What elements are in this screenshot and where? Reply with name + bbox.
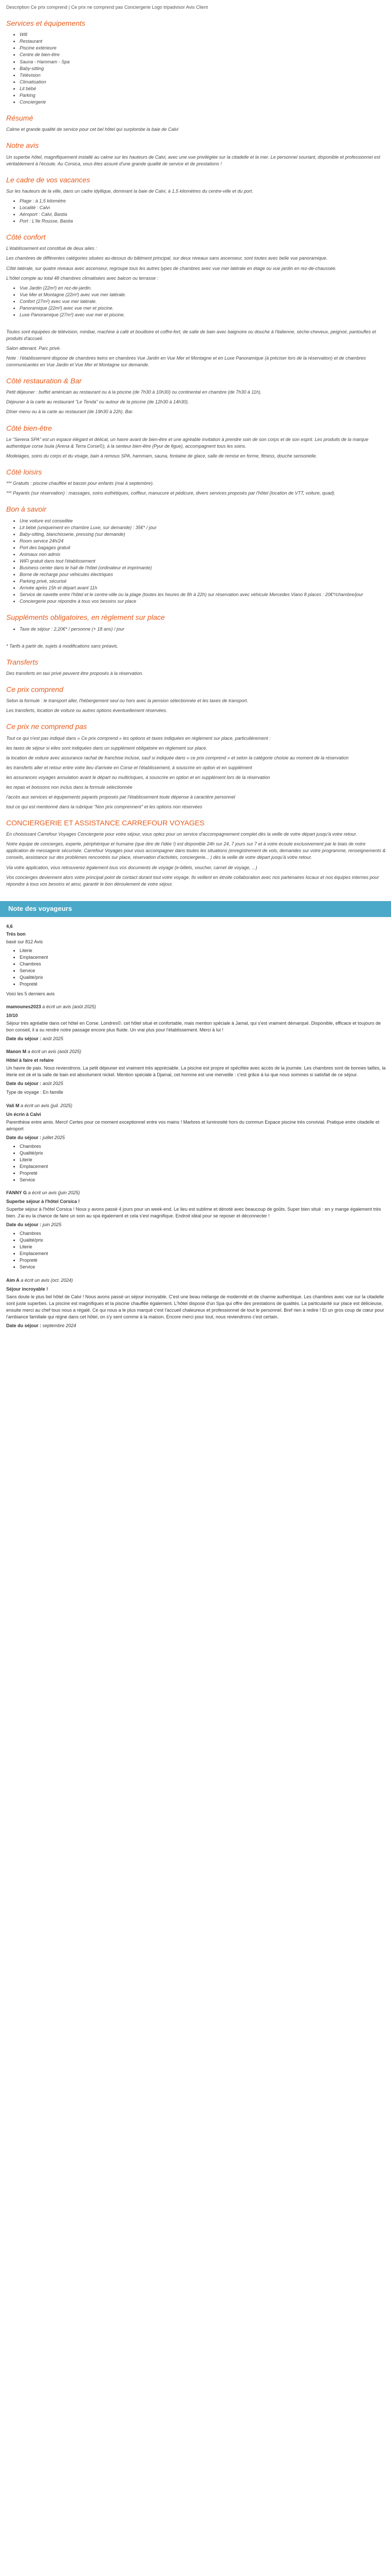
resto-p3: Dîner menu ou à la carte au restaurant (de 19h30 à 22h). Bar. [6,409,134,415]
reviews-label: Très bon [6,931,26,937]
service-item: • Parking [20,92,386,99]
review-written-date: a écrit un avis (août 2025) [41,1004,96,1009]
review-criteria-list [6,1143,386,1183]
review-author: Aim A [6,1277,20,1283]
review-body: Un havre de paix. Nous reviendrons. La petit déjeuner est vraiment très appréciable. La piscine est propre et spécifiée avec accès de la journée. Les chambres sont de bonnes tailles, la literie est ok et la salle de bain est absolument nickel. Mention spéciale à Djamal, cet homme est une merveille : c'est grâce à lui que nous sommes si satisfait de ce séjour. [6,1065,386,1078]
review-written-date: a écrit un avis (août 2025) [26,1049,82,1055]
review-author: mamounes2023 [6,1004,41,1009]
bon-a-savoir-item: • Borne de recharge pour véhicules électriques [20,571,386,578]
cadre-item: • Port : L'Ile Rousse, Bastia [20,218,386,225]
rating-criterion: • Chambres [20,961,386,968]
stay-date-label: Date du séjour : [6,1081,42,1087]
review-stay-date [6,1222,386,1228]
bon-a-savoir-item: • Service de navette entre l'hôtel et le centre-ville ou la plage (toutes les heures de 8h à 22h) sur réservation avec véhicule Mercedes Viano 8 places : 20€*/chambre/jour [20,591,386,598]
review-criterion: • Emplacement [20,1250,386,1257]
cadre-list [6,198,386,225]
confort-rooms-list [6,285,386,318]
rating-criterion: • Service [20,968,386,974]
bon-a-savoir-item: • Arrivée après 15h et départ avant 11h [20,585,386,591]
review-item [6,1103,386,1184]
bon-a-savoir-item: • Room service 24h/24 [20,538,386,545]
review-criterion: • Service [20,1264,386,1270]
supplements-title: Suppléments obligatoires, en règlement sur place [6,613,165,622]
reviews-count: basé sur 812 Avis [6,939,43,944]
review-body: Sans doute le plus bel hôtel de Calvi ! Nous avons passé un séjour incroyable. C'est une beau mélange de modernité et de charme authentique. Les chambres avec vue sur la citadelle sont juste superbes. La piscine est magnifiques et la piscine chauffée également. L'hôtel dispose d'un Spa qui offre des prestations de qualités. La particularité sur place est délicieuse, ensuite merci au chef tous nous a régalé. Ce qui nous a le plus marqué c'est l'accueil chaleureux et professionnel de tout le personnel. Bref rien à redire ! Et un gros coup de cœur pour l'ambiance familiale qui règne dans cet hôtel, on s'y sent comme à la maison. Encore merci pour tout, nous reviendrons c'est certain. [6,1294,384,1319]
pas-p6: les repas et boissons non inclus dans la formule sélectionnée [6,784,133,790]
confort-p7: Note : l'établissement dispose de chambres twins en chambres Vue Jardin en Vue Mer et Montagne et en Luxe Panoramique (à préciser lors de la réservation) et de chambres communicantes en Vue Jardin et Vue Mer et Montagne sur demande. [6,355,366,368]
review-item [6,1277,386,1329]
loisirs-p2: *** Payants (sur réservation) : massages, soins esthétiques, coiffeur, manucure et pédicure, divers services proposés par l'hôtel (location de VTT, voiture, quad). [6,490,336,496]
review-author-line [6,1277,386,1284]
review-written-date: a écrit un avis (oct. 2024) [19,1277,73,1283]
resto-p2: Déjeuner à la carte au restaurant "Le Tenda" ou autour de la piscine (de 12h30 à 14h30). [6,399,189,405]
confort-p2: Les chambres de différentes catégories situées au-dessus du bâtiment principal, sur deux niveaux sans ascenseur, sont toutes avec belle vue panoramique. [6,256,328,261]
review-criterion: • Propreté [20,1257,386,1264]
service-item: • Restaurant [20,38,386,45]
pas-p7: l'accès aux services et équipements payants proposés par l'établissement toute dépense à caractère personnel [6,794,235,800]
review-title: Superbe séjour à l'hôtel Corsica ! [6,1199,80,1205]
review-author-line [6,1103,386,1109]
reviews-recent-label: Voici les 5 derniers avis [6,991,55,996]
ce-prix-comprend-title: Ce prix comprend [6,685,63,693]
review-author-line [6,1190,386,1196]
comprend-p1: Selon la formule : le transport aller, l'hébergement seul ou hors avec la pension sélectionnée et les taxes de transport. [6,698,248,704]
reviews-header: Note des voyageurs [0,901,391,917]
loisirs-title: Côté loisirs [6,467,42,476]
review-criterion: • Literie [20,1244,386,1250]
review-score: 10/10 [6,1013,18,1019]
review-author: Manon M [6,1049,26,1055]
bon-a-savoir-item: • Lit bébé (uniquement en chambre Luxe, sur demande) : 35€* / jour [20,524,386,531]
transferts-title: Transferts [6,657,38,666]
resume-title: Résumé [6,113,34,122]
service-item: • Centre de bien-être [20,52,386,58]
review-criteria-list [6,1230,386,1270]
review-author-line [6,1004,386,1010]
pas-p1: Tout ce qui n'est pas indiqué dans « Ce prix comprend » les options et taxes indiquées en règlement sur place, particulièrement : [6,735,271,741]
service-item: • Télévision [20,72,386,79]
reviews-summary [6,923,386,997]
rating-criterion: • Qualité/prix [20,974,386,981]
review-criterion: • Chambres [20,1230,386,1237]
service-item: • Conciergerie [20,99,386,106]
bon-a-savoir-item: • WiFi gratuit dans tout l'établissement [20,558,386,565]
concierge-p2: Notre équipe de concierges, experte, périphérique et humaine (que dire de l'idée !) est disponible 24h sur 24, 7 jours sur 7 et à votre écoute exclusivement par le biais de notre application de messagerie sécurisée. Carrefour Voyages pour vous accompagner dans toutes les situations (enregistrement de vols, demandes sur votre programme, renseignements & conseils, assistance sur des problèmes rencontrés sur place, réservation d'activités, conciergerie... ) dès la veille de votre départ jusqu'à votre retour. [6,841,386,860]
review-title: Hôtel à faire et refaire [6,1058,54,1063]
review-stay-date [6,1323,386,1329]
review-written-date: a écrit un avis (juin 2025) [26,1190,80,1196]
review-title: Un écrin à Calvi [6,1111,41,1117]
supplement-item: • Taxe de séjour : 2,20€* / personne (+ 18 ans) / jour [20,626,386,633]
bon-a-savoir-item: • Animaux non admis [20,551,386,558]
service-item: • Wifi [20,31,386,38]
page-content [6,3,386,1335]
room-type-item: • Vue Mer et Montagne (22m²) avec vue mer latérale. [20,292,386,298]
conciergerie-title: CONCIERGERIE ET ASSISTANCE CARREFOUR VOYAGES [6,819,205,827]
stay-date-label: Date du séjour : [6,1134,42,1140]
bienetre-title: Côté bien-être [6,423,52,432]
bon-a-savoir-item: • Parking privé, sécurisé [20,578,386,585]
concierge-p4: Vos concierges deviennent alors votre principal point de contact durant tout votre voyage. Ils veillent en étroite collaboration avec nos partenaires locaux et nos équipes internes pour répondre à tous vos besoins et ainsi, garantir le bon déroulement de votre séjour. [6,874,379,887]
cadre-item: • Plage : à 1,5 kilomètre [20,198,386,205]
stay-date-label: Date du séjour : [6,1323,42,1328]
confort-p5: Toutes sont équipées de télévision, minibar, machine à café et bouilloire et coffre-fort, de salle de bain avec baignoire ou douche à l'italienne, sèche-cheveux, peignoir, pantoufles et produits d'accueil. [6,329,376,341]
review-author: FANNY G [6,1190,27,1196]
stay-date-label: Date du séjour : [6,1036,42,1042]
review-stay-date [6,1080,386,1087]
transferts-text: Des transferts en taxi privé peuvent être proposés à la réservation. [6,670,143,676]
cadre-text: Sur les hauteurs de la ville, dans un cadre idyllique, dominant la baie de Calvi, à 1,5 kilomètres du centre-ville et du port. [6,188,253,194]
stay-date-value: septembre 2024 [41,1323,76,1328]
concierge-p3: Via votre application, vous retrouverez également tous vos documents de voyage (e-billets, voucher, carnet de voyage, ...) [6,865,257,870]
review-criterion: • Qualité/prix [20,1150,386,1157]
review-extra: Type de voyage : En famille [6,1090,63,1095]
rating-criterion: • Literie [20,947,386,954]
bon-a-savoir-item: • Conciergerie pour répondre à tous vos besoins sur place [20,598,386,605]
stay-date-value: juin 2025 [41,1222,62,1228]
review-criterion: • Service [20,1177,386,1183]
rating-criterion: • Propreté [20,981,386,988]
bon-a-savoir-item: • Business center dans le hall de l'hôtel (ordinateur et imprimante) [20,565,386,571]
resume-text: Calme et grande qualité de service pour cet bel hôtel qui surplombe la baie de Calvi [6,127,178,132]
stay-date-value: août 2025 [41,1081,63,1087]
pas-p4: les transferts aller et retour entre votre lieu d'arrivée en Corse et l'établissement, à souscrire en option et en supplément [6,765,252,770]
loisirs-p1: *** Gratuits : piscine chauffée et bassin pour enfants (mai à septembre). [6,481,154,486]
supplements-note: * Tarifs à partir de, sujets à modifications sans préavis. [6,643,119,649]
stay-date-value: juillet 2025 [41,1134,65,1140]
resto-p1: Petit déjeuner : buffet américain au restaurant ou à la piscine (de 7h30 à 10h30) ou continental en chambre (de 7h30 à 11h). [6,389,262,395]
cadre-title: Le cadre de vos vacances [6,175,90,184]
review-item [6,1190,386,1271]
cadre-item: • Aéroport : Calvi, Bastia [20,211,386,218]
bon-a-savoir-list [6,518,386,605]
rating-criterion: • Emplacement [20,954,386,961]
pas-p8: tout ce qui est mentionné dans la rubrique "Non prix comprennent" et les options non réservées [6,804,203,809]
pas-p2: les taxes de séjour si elles sont indiquées dans un supplément obligatoire en règlement sur place. [6,745,207,751]
service-item: • Sauna - Hammam - Spa [20,59,386,65]
reviews-list [6,1004,386,1329]
review-stay-date [6,1036,386,1042]
pas-p5: les assurances voyages annulation avant le départ ou multirisques, à souscrire en option et en supplément lors de la réservation [6,774,270,780]
confort-p6: Salon attenant. Parc privé. [6,345,61,351]
review-body: Superbe séjour à l'hôtel Corsica ! Nous y avons passé 4 jours pour un week-end. Le lieu est sublime et dénoté avec beaucoup de goûts. Super bien situé : en y mange également très bien. J'ai eu la chance de faire un soin au spa également et cela s'est magnifique. Endroit idéal pour se reposer et déconnecter ! [6,1207,381,1219]
confort-p3: Côté latérale, sur quatre niveaux avec ascenseur, regroupe tous les autres types de chambres avec vue mer latérale en étage ou vue jardin en rez-de-chaussée. [6,265,337,271]
service-item: • Lit bébé [20,86,386,92]
review-criterion: • Literie [20,1157,386,1163]
service-item: • Baby-sitting [20,65,386,72]
concierge-p1: En choisissant Carrefour Voyages Conciergerie pour votre séjour, vous optez pour un service d'accompagnement complet dès la veille de votre départ jusqu'à votre retour. [6,832,357,837]
bon-a-savoir-item: • Port des bagages gratuit [20,545,386,551]
ce-prix-ne-comprend-pas-title: Ce prix ne comprend pas [6,722,87,731]
review-criterion: • Chambres [20,1143,386,1150]
review-criterion: • Emplacement [20,1163,386,1170]
room-type-item: • Luxe Panoramique (27m²) avec vue mer et piscine. [20,312,386,318]
room-type-item: • Confort (27m²) avec vue mer latérale. [20,298,386,305]
notre-avis-title: Notre avis [6,141,39,150]
review-criterion: • Propreté [20,1170,386,1177]
confort-p4: L'hôtel compte au total 48 chambres climatisées avec balcon ou terrasse : [6,275,158,281]
bienetre-p1: Le "Serena SPA" est un espace élégant et délicat, un havre avant de bien-être et une agréable invitation à prendre soin de son corps et de son esprit. Les produits de la marque authentique corse Isula (Arena & Terra Corse©), à la senteur bien-être (Pyur de figue), accompagnent tous les soins. [6,436,369,449]
service-item: • Climatisation [20,79,386,86]
notre-avis-text: Un superbe hôtel, magnifiquement installé au calme sur les hauteurs de Calvi, avec une vue privilégiée sur la citadelle et la mer. Le personnel souriant, disponible et professionnel est véritablement à l'écoute. Au Corsica, vous êtes assuré d'une grande qualité de service et de prestations ! [6,154,381,166]
review-body: Parenthèse entre amis. Merci! Certes pour ce moment exceptionnel entre vos mains ! Marbres et luminosité hors du commun Espace piscine très convivial. Pratique entre citadelle et aéroport [6,1119,380,1131]
bienetre-p2: Modelages, soins du corps et du visage, bain à remous SPA, hammam, sauna, fontaine de glace, salle de remise en forme, fitness, douche sensorielle. [6,453,317,459]
stay-date-value: août 2025 [41,1036,63,1042]
review-body: Séjour très agréable dans cet hôtel en Corse. Londres©. cet hôtel situé et confortable, mais mention spéciale à Jamal, qui s'est vraiment démarqué. Disponible, efficace et toujours de bon conseil, il a su rendre notre passage encore plus fluide. Un vrai plus pour l'établissement. Merci à lui ! [6,1021,381,1033]
review-criterion: • Qualité/prix [20,1237,386,1244]
bon-a-savoir-item: • Baby-sitting, blanchisserie, pressing (sur demande) [20,531,386,538]
room-type-item: • Panoramique (22m²) avec vue mer et piscine. [20,305,386,312]
resto-title: Côté restauration & Bar [6,377,82,385]
room-type-item: • Vue Jardin (22m²) en rez-de-jardin. [20,285,386,292]
stay-date-label: Date du séjour : [6,1222,42,1228]
review-item [6,1004,386,1042]
services-list [6,31,386,106]
bon-a-savoir-title: Bon à savoir [6,505,46,514]
review-item [6,1048,386,1096]
comprend-p2: Les transferts, location de voiture ou autres options éventuellement réservées. [6,708,168,714]
supplements-list [6,626,386,633]
review-author: Vali M [6,1103,20,1108]
confort-title: Côté confort [6,233,46,242]
service-item: • Piscine extérieure [20,45,386,52]
services-title: Services et équipements [6,19,86,28]
confort-p1: L'établissement est constitué de deux ailes : [6,246,97,251]
cadre-item: • Localité : Calvi [20,205,386,211]
bon-a-savoir-item: • Une voiture est conseillée [20,518,386,524]
review-stay-date [6,1134,386,1141]
reviews-score: 4,6 [6,923,13,929]
pas-p3: la location de voiture avec assurance rachat de franchise incluse, sauf si indiquée dans « ce prix comprend » et selon la catégorie choisie au moment de la réservation [6,755,349,760]
review-title: Séjour incroyable ! [6,1286,48,1292]
page-header-text: Description Ce prix comprend | Ce prix ne comprend pas Conciergerie Logo tripadvisor Avis Client [6,5,208,10]
review-written-date: a écrit un avis (juil. 2025) [19,1103,73,1108]
reviews-summary-list [6,947,386,988]
review-author-line [6,1048,386,1055]
